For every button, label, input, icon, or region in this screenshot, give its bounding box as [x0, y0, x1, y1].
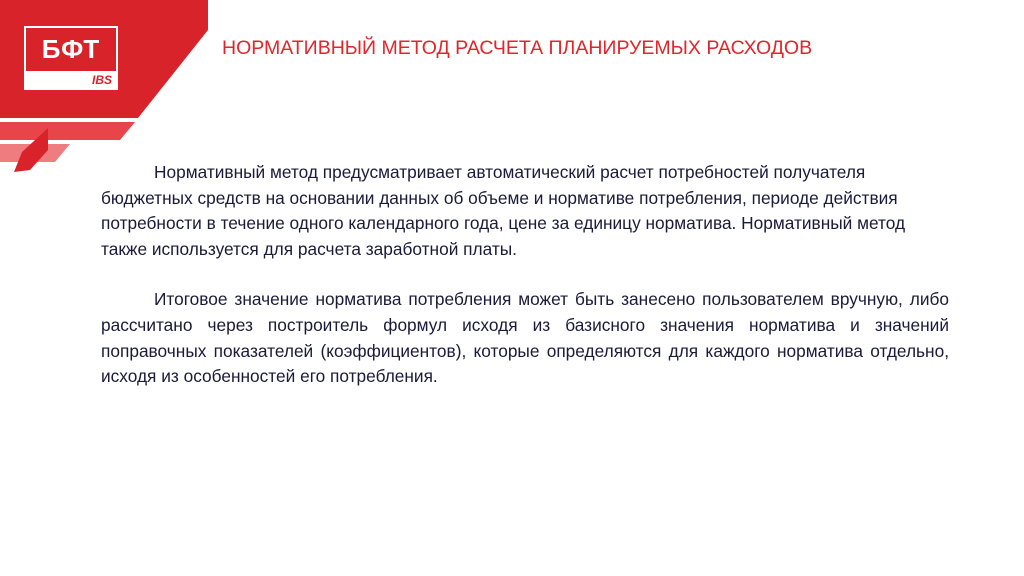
slide-body: [101, 160, 949, 390]
logo-name: БФТ: [41, 34, 101, 64]
logo-sub: IBS: [91, 73, 112, 87]
slide-title: НОРМАТИВНЫЙ МЕТОД РАСЧЕТА ПЛАНИРУЕМЫХ РАСХОДОВ: [222, 37, 813, 59]
paragraph-2: Итоговое значение норматива потребления может быть занесено пользователем вручную, либо рассчитано через построитель формул исходя из базисного значения норматива и значений поправочных показателей (коэффициентов), которые определяются для каждого норматива отдельно, исходя из особенностей его потребления.: [101, 289, 949, 387]
company-logo: [24, 26, 118, 90]
paragraph-1: Нормативный метод предусматривает автоматический расчет потребностей получателя бюджетных средств на основании данных об объеме и нормативе потребления, периоде действия потребности в течение одного календарного года, цене за единицу норматива. Нормативный метод также используется для расчета заработной платы.: [101, 162, 906, 259]
deco-band-1: [0, 122, 135, 140]
